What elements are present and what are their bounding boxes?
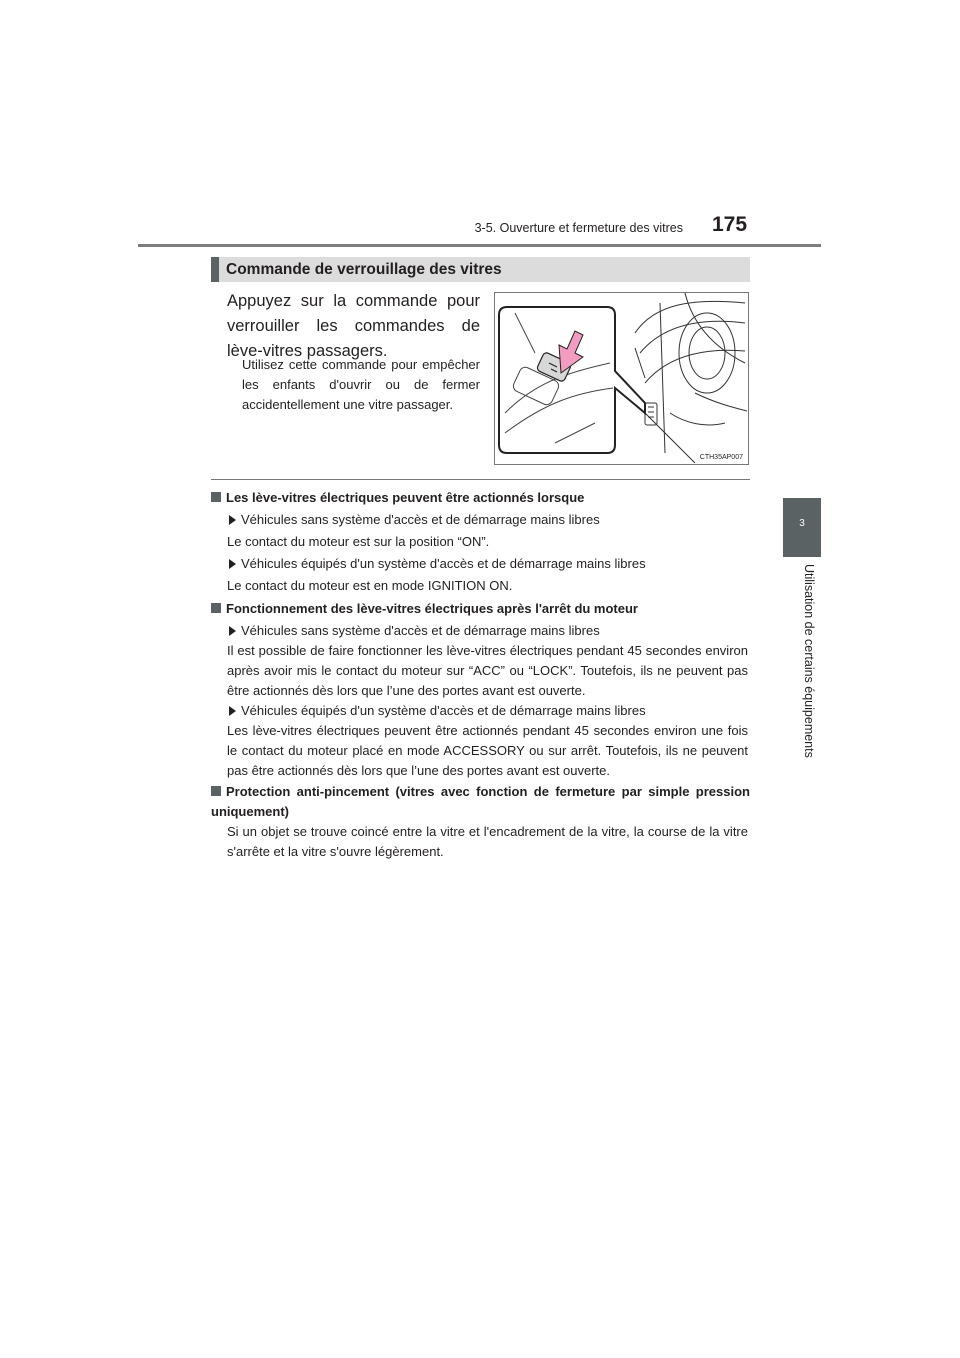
body-paragraph: Les lève-vitres électriques peuvent être actionnés pendant 45 secondes environ une fois le contact du moteur placé en mode ACCESSORY ou sur arrêt. Toutefois, ils ne peuvent pas être actionnés dès lors que l’une des portes avant est ouverte. — [227, 723, 748, 778]
triangle-bullet-icon — [229, 515, 236, 525]
chapter-tab — [783, 498, 821, 557]
lock-switch-illustration — [494, 292, 749, 465]
section-title-marker — [211, 257, 219, 282]
triangle-bullet-icon — [229, 706, 236, 716]
heading-square-icon — [211, 786, 221, 796]
section-divider — [211, 479, 750, 480]
heading-block — [211, 488, 750, 508]
body-paragraph: Le contact du moteur est sur la position “ON”. — [227, 534, 490, 549]
figure-code: CTH35AP007 — [699, 454, 743, 461]
body-paragraph: Le contact du moteur est en mode IGNITION ON. — [227, 578, 513, 593]
section-title: Commande de verrouillage des vitres — [226, 261, 502, 278]
heading-text: Fonctionnement des lève-vitres électriques après l'arrêt du moteur — [226, 601, 638, 616]
condition-item — [229, 621, 768, 641]
intro-note: Utilisez cette commande pour empêcher les enfants d'ouvrir ou de fermer accidentellement une vitre passager. — [242, 357, 480, 412]
heading-text: Protection anti-pincement (vitres avec fonction de fermeture par simple pression uniquement) — [211, 784, 750, 819]
section-header: 3-5. Ouverture et fermeture des vitres — [474, 221, 683, 235]
body-paragraph: Il est possible de faire fonctionner les lève-vitres électriques pendant 45 secondes environ après avoir mis le contact du moteur sur “ACC” ou “LOCK”. Toutefois, ils ne peuvent pas être actionnés dès lors que l’une des portes avant est ouverte. — [227, 643, 748, 698]
triangle-bullet-icon — [229, 559, 236, 569]
condition-text: Véhicules sans système d'accès et de démarrage mains libres — [241, 623, 600, 638]
illustration-drawing — [495, 293, 748, 464]
chapter-number: 3 — [799, 518, 805, 529]
heading-block — [211, 599, 750, 619]
chapter-label: Utilisation de certains équipements — [802, 564, 816, 758]
condition-item — [229, 701, 768, 721]
triangle-bullet-icon — [229, 626, 236, 636]
condition-text: Véhicules sans système d'accès et de démarrage mains libres — [241, 512, 600, 527]
section-title-bar — [211, 257, 750, 282]
heading-square-icon — [211, 492, 221, 502]
condition-text: Véhicules équipés d'un système d'accès et de démarrage mains libres — [241, 556, 646, 571]
body-paragraph: Si un objet se trouve coincé entre la vitre et l'encadrement de la vitre, la course de la vitre s'arrête et la vitre s'ouvre légèrement. — [227, 824, 748, 859]
heading-block — [211, 782, 750, 822]
condition-text: Véhicules équipés d'un système d'accès et de démarrage mains libres — [241, 703, 646, 718]
heading-square-icon — [211, 603, 221, 613]
header-divider — [138, 244, 821, 247]
condition-item — [229, 510, 768, 530]
condition-item — [229, 554, 768, 574]
page-number: 175 — [712, 213, 748, 236]
heading-text: Les lève-vitres électriques peuvent être actionnés lorsque — [226, 490, 585, 505]
intro-paragraph: Appuyez sur la commande pour verrouiller les commandes de lève-vitres passagers. — [227, 292, 480, 360]
